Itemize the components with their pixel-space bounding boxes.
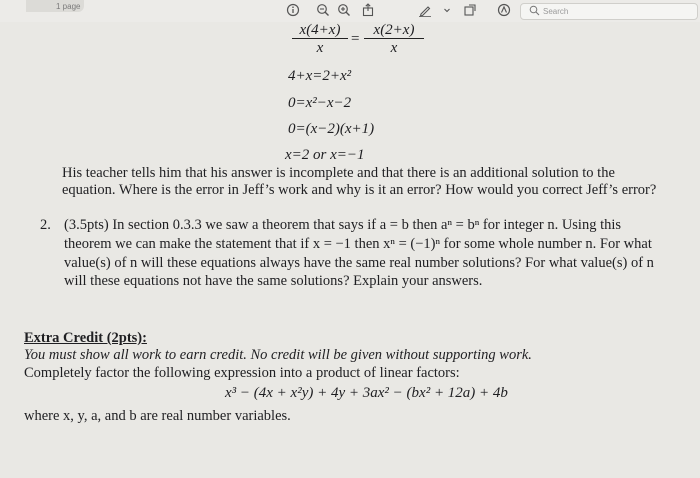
share-icon[interactable] — [361, 3, 375, 17]
question2-line1: (3.5pts) In section 0.3.3 we saw a theorem that says if a = b then aⁿ = bⁿ for integer n. Using this — [64, 217, 622, 233]
work-step-2: 0=x²−x−2 — [288, 95, 352, 111]
extra-credit-task: Completely factor the following expression into a product of linear factors: — [24, 365, 460, 381]
search-field[interactable] — [520, 3, 698, 20]
question1-line2: equation. Where is the error in Jeff’s work and why is it an error? How would you correct Jeff’s error? — [62, 182, 657, 198]
question2-line3: value(s) of n will these equations always have the same real number solutions? For what value(s) of n — [64, 255, 654, 271]
question2-line2: theorem we can make the statement that if x = −1 then xⁿ = (−1)ⁿ for some whole number n. For what — [64, 236, 652, 252]
chevron-down-icon[interactable] — [443, 3, 451, 17]
fraction-left-numerator: x(4+x) — [292, 22, 348, 39]
fraction-right — [364, 22, 424, 57]
question2-number: 2. — [40, 217, 51, 233]
viewer-toolbar — [0, 0, 700, 22]
zoom-out-icon[interactable] — [316, 3, 330, 17]
search-input[interactable] — [543, 5, 683, 17]
question1-line1: His teacher tells him that his answer is incomplete and that there is an additional solution to the — [62, 165, 615, 181]
fraction-right-denominator: x — [390, 40, 398, 56]
extra-credit-instruction: You must show all work to earn credit. No credit will be given without supporting work. — [24, 347, 532, 363]
pen-icon[interactable] — [418, 3, 432, 17]
search-icon — [529, 5, 540, 16]
zoom-in-icon[interactable] — [337, 3, 351, 17]
question2-line4: will these equations not have the same solutions? Explain your answers. — [64, 273, 483, 289]
info-icon[interactable] — [286, 3, 300, 17]
extra-credit-variables: where x, y, a, and b are real number variables. — [24, 408, 291, 424]
extra-credit-expression: x³ − (4x + x²y) + 4y + 3ax² − (bx² + 12a) + 4b — [225, 385, 508, 401]
markup-icon[interactable] — [497, 3, 511, 17]
fraction-left-denominator: x — [316, 40, 324, 56]
window-icon[interactable] — [463, 3, 477, 17]
fraction-right-numerator: x(2+x) — [364, 22, 424, 39]
page-count-label: 1 page — [56, 2, 81, 11]
fraction-equals: = — [351, 31, 360, 47]
work-step-3: 0=(x−2)(x+1) — [288, 121, 375, 137]
work-step-1: 4+x=2+x² — [288, 68, 352, 84]
fraction-left — [292, 22, 348, 57]
extra-credit-heading: Extra Credit (2pts): — [24, 330, 147, 346]
work-step-4: x=2 or x=−1 — [285, 147, 365, 163]
